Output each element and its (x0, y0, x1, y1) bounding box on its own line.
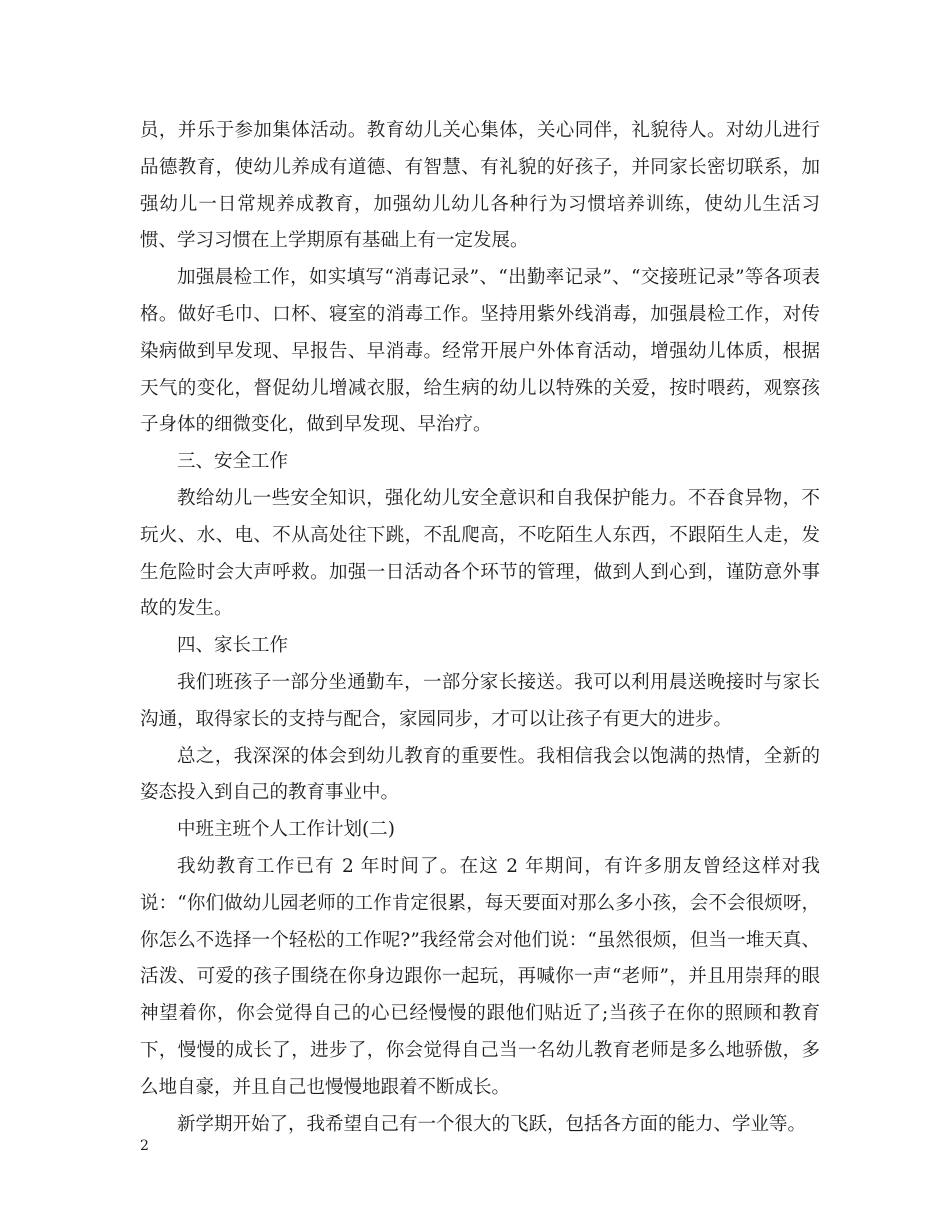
section-heading-safety: 三、安全工作 (177, 451, 289, 473)
page-number: 2 (140, 1138, 149, 1154)
section-heading-plan-two: 中班主班个人工作计划(二) (177, 819, 395, 841)
paragraph-new-semester: 新学期开始了，我希望自己有一个很大的飞跃，包括各方面的能力、学业等。 (177, 1113, 807, 1135)
paragraph-continuation: 员，并乐于参加集体活动。教育幼儿关心集体，关心同伴，礼貌待人。对幼儿进行品德教育，使幼儿养成有道德、有智慧、有礼貌的好孩子，并同家长密切联系，加强幼儿一日常规养成教育，加强幼儿幼儿各种行为习惯培养训练，使幼儿生活习惯、学习习惯在上学期原有基础上有一定发展。 (140, 120, 820, 252)
paragraph-parents: 我们班孩子一部分坐通勤车，一部分家长接送。我可以利用晨送晚接时与家长沟通，取得家长的支持与配合，家园同步，才可以让孩子有更大的进步。 (140, 671, 820, 730)
paragraph-experience: 我幼教育工作已有 2 年时间了。在这 2 年期间，有许多朋友曾经这样对我说：“你们做幼儿园老师的工作肯定很累，每天要面对那么多小孩，会不会很烦呀，你怎么不选择一个轻松的工作呢?”我经常会对他们说：“虽然很烦，但当一堆天真、活泼、可爱的孩子围绕在你身边跟你一起玩，再喊你一声“老师”，并且用崇拜的眼神望着你，你会觉得自己的心已经慢慢的跟他们贴近了;当孩子在你的照顾和教育下，慢慢的成长了，进步了，你会觉得自己当一名幼儿教育老师是多么地骄傲，多么地自豪，并且自己也慢慢地跟着不断成长。 (140, 855, 820, 1098)
paragraph-safety: 教给幼儿一些安全知识，强化幼儿安全意识和自我保护能力。不吞食异物，不玩火、水、电、不从高处往下跳，不乱爬高，不吃陌生人东西，不跟陌生人走，发生危险时会大声呼救。加强一日活动各个环节的管理，做到人到心到，谨防意外事故的发生。 (140, 487, 820, 620)
paragraph-morning-check: 加强晨检工作，如实填写“消毒记录”、“出勤率记录”、“交接班记录”等各项表格。做好毛巾、口杯、寝室的消毒工作。坚持用紫外线消毒，加强晨检工作，对传染病做到早发现、早报告、早消毒。经常开展户外体育活动，增强幼儿体质，根据天气的变化，督促幼儿增减衣服，给生病的幼儿以特殊的关爱，按时喂药，观察孩子身体的细微变化，做到早发现、早治疗。 (140, 267, 820, 436)
paragraph-summary: 总之，我深深的体会到幼儿教育的重要性。我相信我会以饱满的热情，全新的姿态投入到自己的教育事业中。 (140, 745, 820, 804)
document-body (140, 113, 820, 1143)
section-heading-parents: 四、家长工作 (177, 635, 289, 657)
